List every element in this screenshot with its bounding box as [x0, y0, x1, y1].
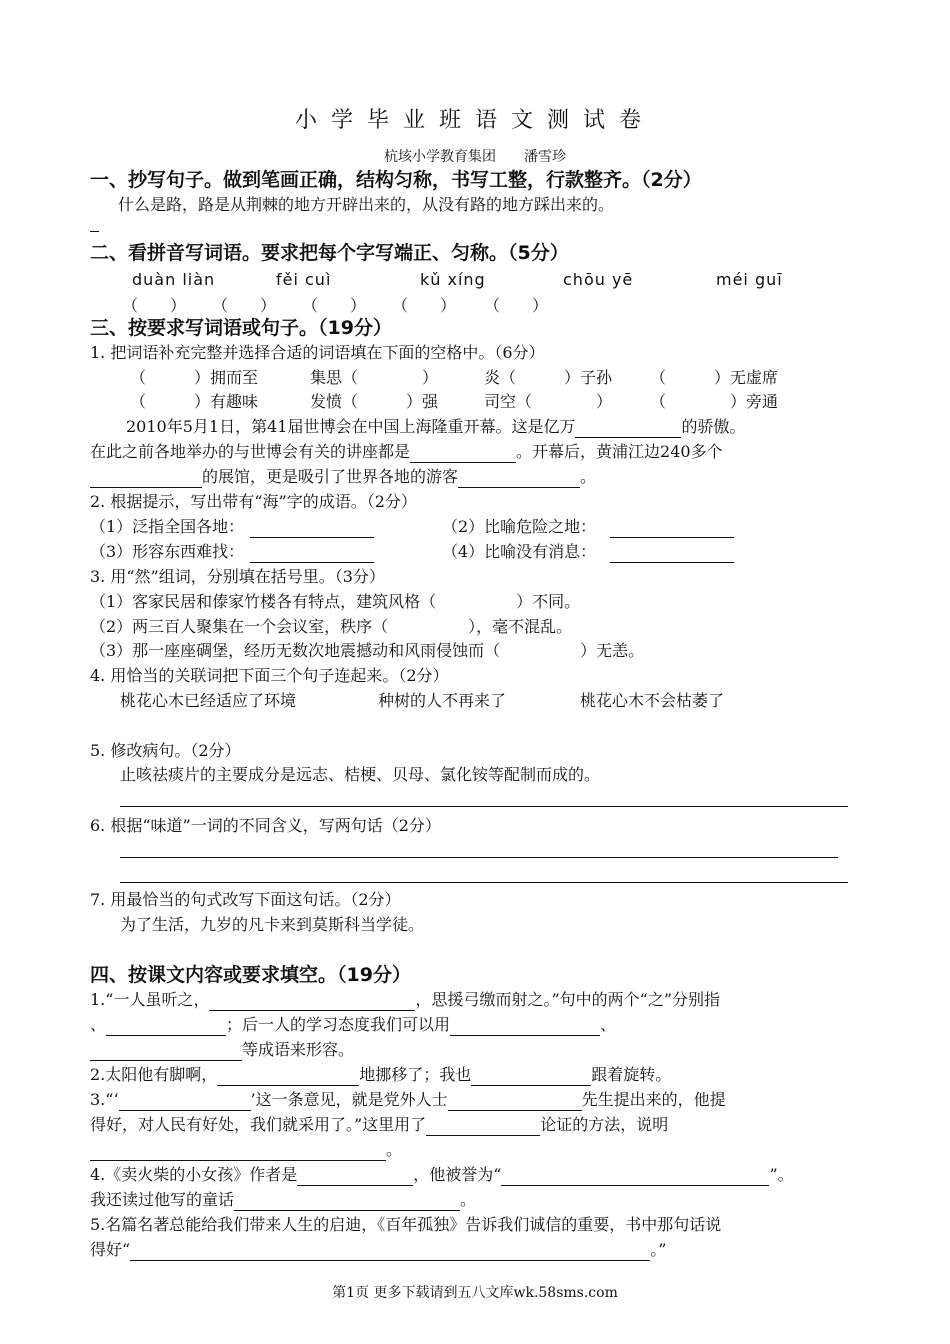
- section-2-heading: 二、看拼音写词语。要求把每个字写端正、匀称。（5分）: [90, 242, 569, 264]
- idiom-4[interactable]: （ ）无虚席: [650, 368, 779, 387]
- answer-bracket-1[interactable]: （ ）: [122, 296, 187, 315]
- s3-q7: 7. 用最恰当的句式改写下面这句话。（2分）: [90, 890, 401, 909]
- answer-bracket-3[interactable]: （ ）: [302, 296, 367, 315]
- pinyin-1: duàn liàn: [132, 270, 216, 289]
- s1-sentence: 什么是路，路是从荆棘的地方开辟出来的，从没有路的地方踩出来的。: [118, 195, 615, 214]
- answer-line-q6-a[interactable]: [120, 857, 838, 858]
- s3-q1-para-line3: 的展馆，更是吸引了世界各地的游客 。: [90, 466, 596, 488]
- blank-s4-7[interactable]: [119, 1093, 251, 1111]
- answer-bracket-5[interactable]: （ ）: [484, 296, 549, 315]
- blank-s4-9[interactable]: [426, 1118, 540, 1136]
- blank-s4-11[interactable]: [297, 1168, 413, 1186]
- blank-s4-3[interactable]: [450, 1018, 600, 1036]
- s1-mark: [90, 231, 99, 232]
- s3-q3-item1[interactable]: （1）客家民居和傣家竹楼各有特点，建筑风格（ ）不同。: [90, 592, 581, 611]
- idiom-7[interactable]: 司空（ ）: [484, 392, 613, 411]
- s4-line4: 2.太阳他有脚啊， 地挪移了；我也 跟着旋转。: [90, 1065, 672, 1084]
- pinyin-3: kǔ xíng: [420, 270, 486, 289]
- idiom-2[interactable]: 集思（ ）: [310, 368, 439, 387]
- s4-line3: 等成语来形容。: [90, 1039, 354, 1061]
- s3-q4: 4. 用恰当的关联词把下面三个句子连起来。（2分）: [90, 666, 449, 685]
- answer-bracket-4[interactable]: （ ）: [392, 296, 457, 315]
- author-line: 杭垓小学教育集团 潘雪珍: [384, 149, 566, 165]
- s3-q1-para-line2: 在此之前各地举办的与世博会有关的讲座都是 。开幕后，黄浦江边240多个: [90, 442, 723, 461]
- pinyin-4: chōu yē: [563, 270, 634, 289]
- page-footer: 第1页 更多下载请到五八文库wk.58sms.com: [332, 1285, 618, 1301]
- answer-bracket-2[interactable]: （ ）: [212, 296, 277, 315]
- s4-line2: 、 ；后一人的学习态度我们可以用 、: [90, 1015, 617, 1034]
- section-3-heading: 三、按要求写词语或句子。（19分）: [90, 317, 392, 339]
- answer-line-q6-b[interactable]: [120, 882, 848, 883]
- blank-hai-4[interactable]: [610, 545, 734, 563]
- s4-line1: 1.“一人虽听之， ，思援弓缴而射之。”句中的两个“之”分别指: [90, 990, 720, 1009]
- blank-hai-1[interactable]: [250, 520, 374, 538]
- blank-s4-8[interactable]: [448, 1093, 582, 1111]
- s4-line5: 3.“‘ ’这一条意见，就是党外人士 先生提出来的，他提: [90, 1090, 726, 1109]
- s3-q1-para-line1: 2010年5月1日，第41届世博会在中国上海隆重开幕。这是亿万 的骄傲。: [126, 417, 746, 436]
- blank-expo-2[interactable]: [410, 445, 516, 463]
- pinyin-2: fěi cuì: [276, 270, 332, 289]
- pinyin-5: méi guī: [716, 270, 783, 289]
- s4-line9: 我还读过他写的童话 。: [90, 1190, 477, 1209]
- s3-q1: 1. 把词语补充完整并选择合适的词语填在下面的空格中。（6分）: [90, 343, 545, 362]
- s3-q6: 6. 根据“味道”一词的不同含义，写两句话（2分）: [90, 816, 441, 835]
- s3-q3-item3[interactable]: （3）那一座座碉堡，经历无数次地震撼动和风雨侵蚀而（ ）无恙。: [90, 641, 645, 660]
- blank-hai-2[interactable]: [610, 520, 734, 538]
- blank-s4-2[interactable]: [106, 1018, 226, 1036]
- blank-expo-1[interactable]: [575, 420, 681, 438]
- s3-q4-part3: 桃花心木不会枯萎了: [580, 691, 725, 710]
- s3-q2-item3: （3）形容东西难找：: [90, 541, 374, 563]
- s3-q2-item1: （1）泛指全国各地：: [90, 516, 374, 538]
- idiom-3[interactable]: 炎（ ）子孙: [484, 368, 613, 387]
- blank-hai-3[interactable]: [250, 545, 374, 563]
- idiom-1[interactable]: （ ）拥而至: [130, 368, 259, 387]
- blank-s4-13[interactable]: [234, 1193, 460, 1211]
- idiom-6[interactable]: 发愤（ ）强: [310, 392, 439, 411]
- s3-q2: 2. 根据提示，写出带有“海”字的成语。（2分）: [90, 492, 417, 511]
- s3-q4-part1: 桃花心木已经适应了环境: [120, 691, 297, 710]
- s3-q2-item4: （4）比喻没有消息：: [442, 541, 734, 563]
- blank-s4-10[interactable]: [90, 1143, 386, 1161]
- section-4-heading: 四、按课文内容或要求填空。（19分）: [90, 964, 411, 986]
- blank-s4-5[interactable]: [217, 1068, 359, 1086]
- s3-q3-item2[interactable]: （2）两三百人聚集在一个会议室，秩序（ ），毫不混乱。: [90, 617, 573, 636]
- s3-q3: 3. 用“然”组词，分别填在括号里。（3分）: [90, 567, 385, 586]
- s3-q2-item2: （2）比喻危险之地：: [442, 516, 734, 538]
- section-1-heading: 一、抄写句子。做到笔画正确，结构匀称，书写工整，行款整齐。（2分）: [90, 169, 702, 191]
- blank-s4-1[interactable]: [209, 993, 415, 1011]
- s3-q5-text: 止咳祛痰片的主要成分是远志、桔梗、贝母、氯化铵等配制而成的。: [120, 765, 601, 784]
- s4-line11: 得好“ 。”: [90, 1240, 667, 1259]
- s4-line7: 。: [90, 1139, 402, 1161]
- page-title: 小学毕业班语文测试卷: [294, 108, 655, 133]
- s3-q5: 5. 修改病句。（2分）: [90, 741, 241, 760]
- idiom-5[interactable]: （ ）有趣味: [130, 392, 259, 411]
- blank-expo-3[interactable]: [90, 470, 202, 488]
- blank-s4-6[interactable]: [471, 1068, 591, 1086]
- s3-q7-text: 为了生活，九岁的凡卡来到莫斯科当学徒。: [120, 915, 425, 934]
- blank-s4-12[interactable]: [501, 1168, 769, 1186]
- idiom-8[interactable]: （ ）旁通: [650, 392, 779, 411]
- answer-line-q5[interactable]: [120, 806, 848, 807]
- blank-s4-14[interactable]: [130, 1243, 650, 1261]
- s4-line10: 5.名篇名著总能给我们带来人生的启迪，《百年孤独》告诉我们诚信的重要，书中那句话说: [90, 1215, 722, 1234]
- s3-q4-part2: 种树的人不再来了: [378, 691, 507, 710]
- blank-expo-4[interactable]: [458, 470, 580, 488]
- s4-line6: 得好，对人民有好处，我们就采用了。”这里用了 论证的方法，说明: [90, 1115, 669, 1134]
- s4-line8: 4.《卖火柴的小女孩》作者是 ，他被誉为“ ”。: [90, 1165, 794, 1184]
- blank-s4-4[interactable]: [90, 1043, 242, 1061]
